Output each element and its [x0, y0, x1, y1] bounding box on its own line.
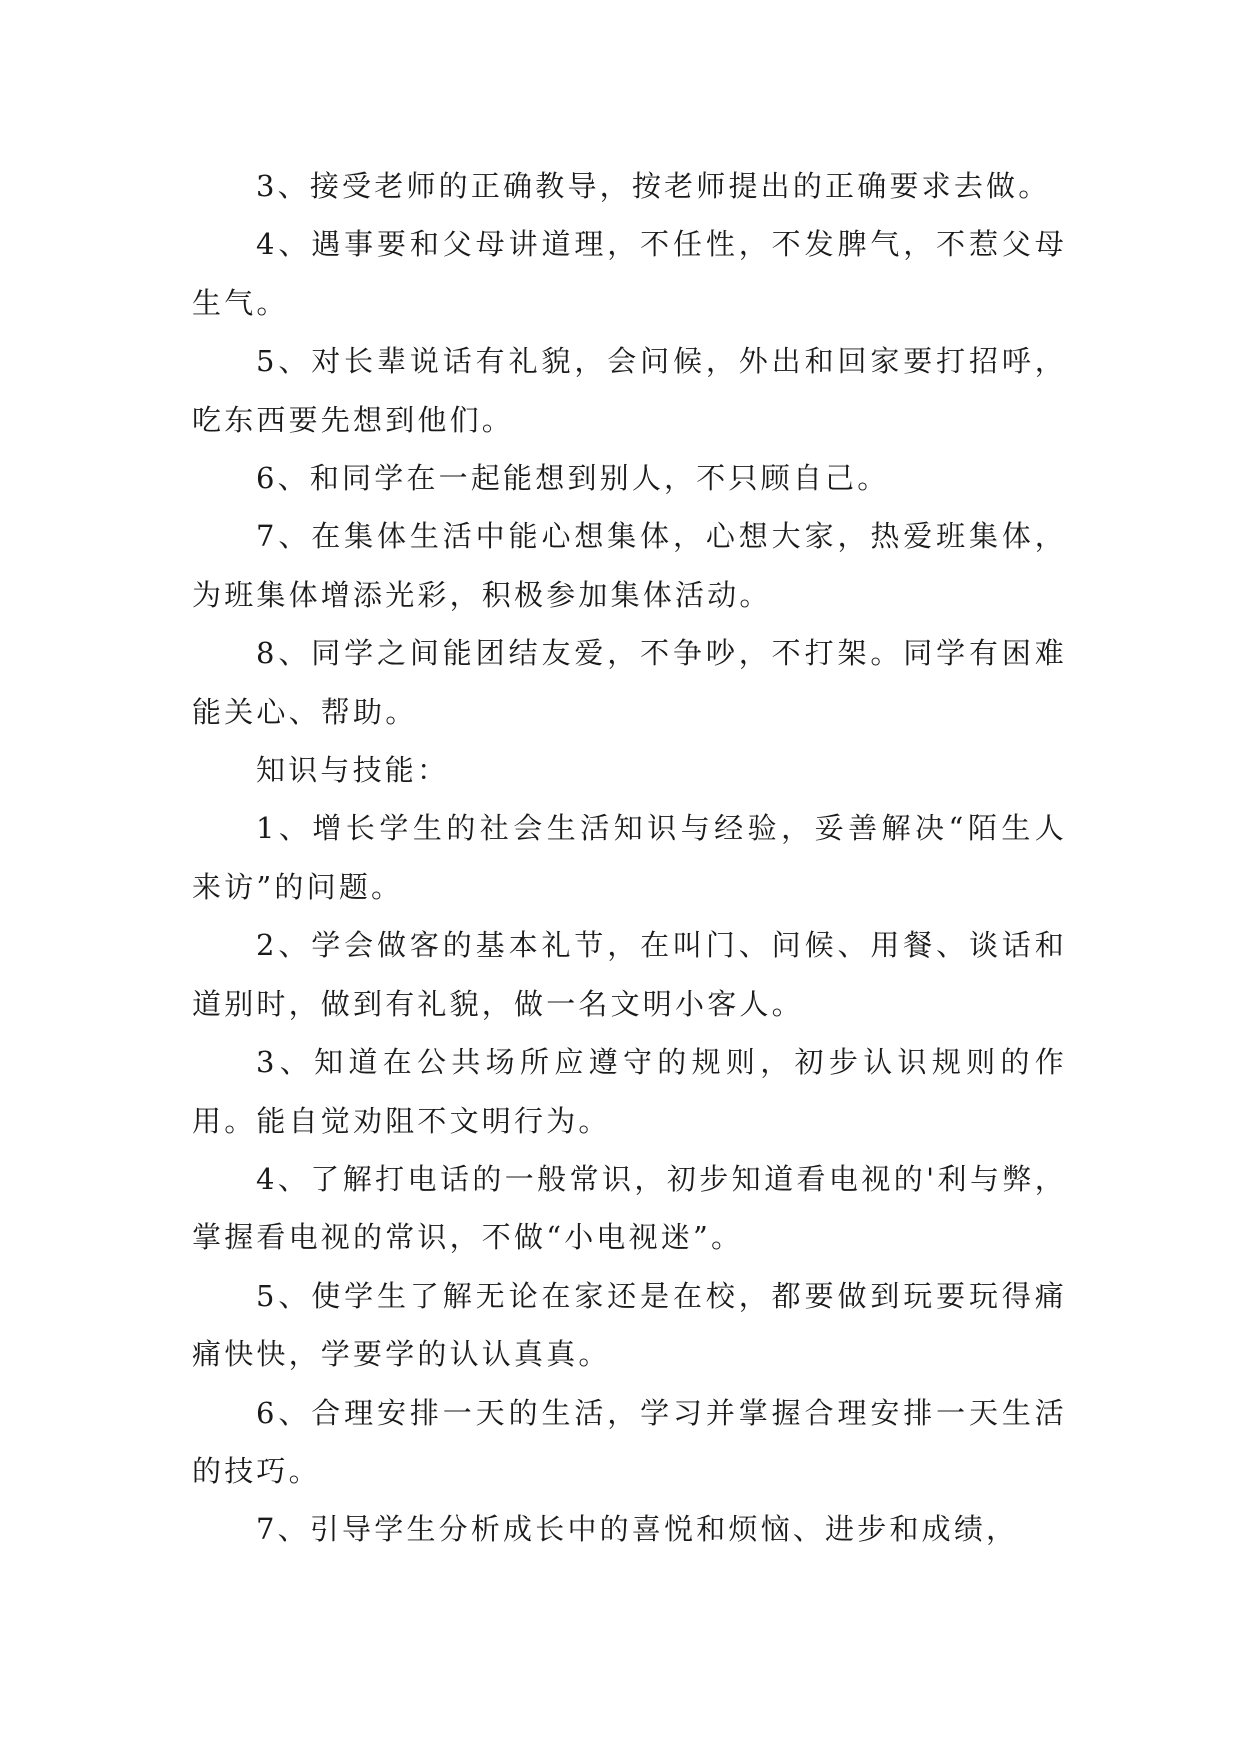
paragraph: 8、同学之间能团结友爱，不争吵，不打架。同学有困难能关心、帮助。 [192, 636, 1067, 729]
paragraph: 3、接受老师的正确教导，按老师提出的正确要求去做。 [256, 169, 1051, 203]
document-body [192, 157, 1067, 1559]
paragraph: 2、学会做客的基本礼节，在叫门、问候、用餐、谈话和道别时，做到有礼貌，做一名文明小客人。 [192, 928, 1067, 1021]
paragraph: 5、使学生了解无论在家还是在校，都要做到玩要玩得痛痛快快，学要学的认认真真。 [192, 1278, 1067, 1372]
paragraph: 7、引导学生分析成长中的喜悦和烦恼、进步和成绩， [256, 1512, 1019, 1547]
paragraph: 7、在集体生活中能心想集体，心想大家，热爱班集体，为班集体增添光彩，积极参加集体活动。 [192, 519, 1067, 612]
paragraph: 1、增长学生的社会生活知识与经验，妥善解决“陌生人来访”的问题。 [192, 811, 1067, 904]
paragraph: 6、和同学在一起能想到别人，不只顾自己。 [256, 461, 890, 496]
paragraph: 3、知道在公共场所应遵守的规则，初步认识规则的作用。能自觉劝阻不文明行为。 [192, 1045, 1067, 1138]
paragraph: 4、遇事要和父母讲道理，不任性，不发脾气，不惹父母生气。 [192, 227, 1067, 320]
paragraph: 5、对长辈说话有礼貌，会问候，外出和回家要打招呼，吃东西要先想到他们。 [192, 344, 1067, 437]
paragraph: 6、合理安排一天的生活，学习并掌握合理安排一天生活的技巧。 [192, 1395, 1067, 1488]
paragraph: 4、了解打电话的一般常识，初步知道看电视的'利与弊，掌握看电视的常识，不做“小电视迷”。 [192, 1161, 1067, 1255]
section-heading: 知识与技能： [256, 753, 450, 788]
